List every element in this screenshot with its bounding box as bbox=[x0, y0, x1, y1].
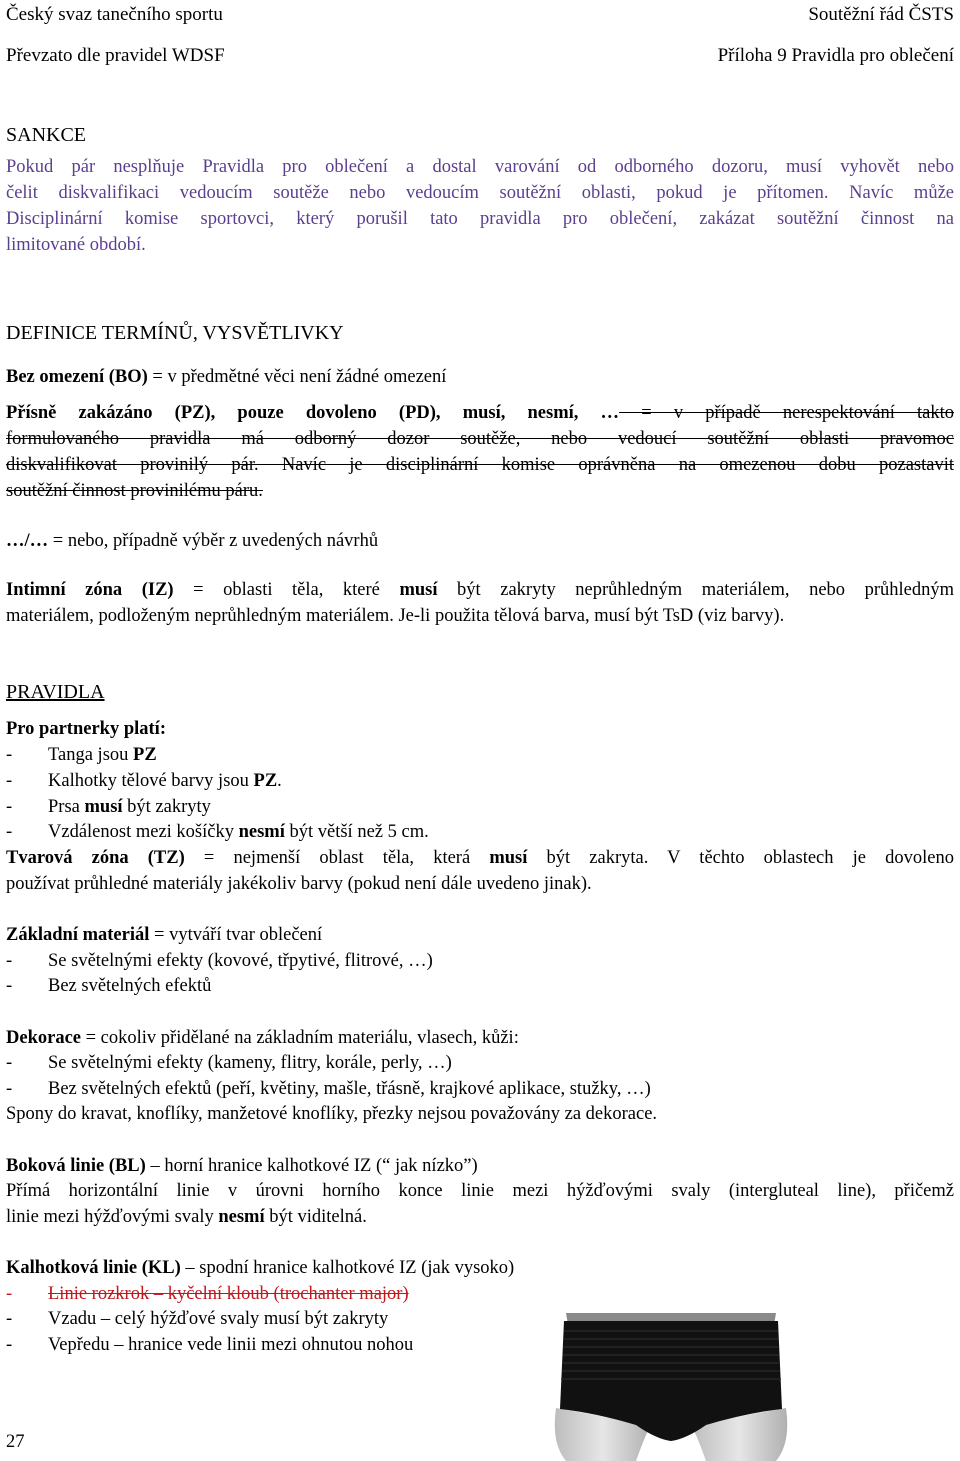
page-number: 27 bbox=[6, 1432, 25, 1452]
def-pz-line-4: soutěžní činnost provinilému páru. bbox=[6, 481, 263, 501]
list-item: - Tanga jsou PZ bbox=[6, 745, 157, 765]
zakladni-material: Základní materiál = vytváří tvar oblečení bbox=[6, 925, 323, 945]
def-pz-line-3: diskvalifikovat provinilý pár. Navíc je disciplinární komise oprávněna na omezenou dobu pozastavit bbox=[6, 455, 954, 475]
spony: Spony do kravat, knoflíky, manžetové knoflíky, přezky nejsou považovány za dekorace. bbox=[6, 1104, 658, 1124]
def-pz-line-1: Přísně zakázáno (PZ), pouze dovoleno (PD), musí, nesmí, … = v případě nerespektování takto bbox=[6, 403, 954, 423]
def-bo: Bez omezení (BO) = v předmětné věci není žádné omezení bbox=[6, 367, 447, 387]
list-item: - Vzadu – celý hýžďové svaly musí být zakryty bbox=[6, 1309, 389, 1329]
list-item: - Bez světelných efektů bbox=[6, 976, 212, 996]
list-item: - Prsa musí být zakryty bbox=[6, 797, 211, 817]
kalhotkova-linie: Kalhotková linie (KL) – spodní hranice kalhotkové IZ (jak vysoko) bbox=[6, 1258, 515, 1278]
bokova-linie-line-3: linie mezi hýžďovými svaly nesmí být viditelná. bbox=[6, 1207, 367, 1227]
sankce-title: SANKCE bbox=[6, 124, 87, 146]
pravidla-partnerky: Pro partnerky platí: bbox=[6, 719, 166, 739]
bokova-linie: Boková linie (BL) – horní hranice kalhotkové IZ (“ jak nízko”) bbox=[6, 1156, 478, 1176]
list-item: - Se světelnými efekty (kameny, flitry, korále, perly, …) bbox=[6, 1053, 452, 1073]
list-item: - Se světelnými efekty (kovové, třpytivé, flitrové, …) bbox=[6, 951, 433, 971]
header-doc: Soutěžní řád ČSTS bbox=[808, 4, 954, 25]
tz-line-1: Tvarová zóna (TZ) = nejmenší oblast těla, která musí být zakryta. V těchto oblastech je dovoleno bbox=[6, 848, 954, 868]
bokova-linie-line-2: Přímá horizontální linie v úrovni horního konce linie mezi hýžďovými svaly (intergluteal line), přičemž bbox=[6, 1181, 954, 1201]
header-appendix: Příloha 9 Pravidla pro oblečení bbox=[717, 45, 954, 66]
list-item: - Linie rozkrok – kyčelní kloub (trochanter major) bbox=[6, 1284, 409, 1304]
def-nebo: …/… = nebo, případně výběr z uvedených návrhů bbox=[6, 531, 379, 551]
header-org: Český svaz tanečního sportu bbox=[6, 4, 223, 25]
list-item: - Vepředu – hranice vede linii mezi ohnutou nohou bbox=[6, 1335, 414, 1355]
list-item: - Kalhotky tělové barvy jsou PZ. bbox=[6, 771, 282, 791]
tz-line-2: používat průhledné materiály jakékoliv barvy (pokud není dále uvedeno jinak). bbox=[6, 874, 592, 894]
definice-title: DEFINICE TERMÍNŮ, VYSVĚTLIVKY bbox=[6, 322, 344, 344]
briefs-illustration bbox=[546, 1313, 796, 1461]
def-iz-line-1: Intimní zóna (IZ) = oblasti těla, které musí být zakryty neprůhledným materiálem, nebo průhledným bbox=[6, 580, 954, 600]
pravidla-title: PRAVIDLA bbox=[6, 681, 105, 703]
def-iz-line-2: materiálem, podloženým neprůhledným materiálem. Je-li použita tělová barva, musí být TsD (viz barvy). bbox=[6, 606, 785, 626]
dekorace: Dekorace = cokoliv přidělané na základním materiálu, vlasech, kůži: bbox=[6, 1028, 519, 1048]
def-pz-line-2: formulovaného pravidla má odborný dozor soutěže, nebo vedoucí soutěžní oblasti pravomoc bbox=[6, 429, 954, 449]
list-item: - Bez světelných efektů (peří, květiny, mašle, třásně, krajkové aplikace, stužky, …) bbox=[6, 1079, 651, 1099]
header-source: Převzato dle pravidel WDSF bbox=[6, 45, 225, 66]
sankce-line-2: čelit diskvalifikaci vedoucím soutěže nebo vedoucím soutěžní oblasti, pokud je přítomen. Navíc může bbox=[6, 183, 954, 203]
sankce-line-3: Disciplinární komise sportovci, který porušil tato pravidla pro oblečení, zakázat soutěžní činnost na bbox=[6, 209, 954, 229]
list-item: - Vzdálenost mezi košíčky nesmí být větší než 5 cm. bbox=[6, 822, 429, 842]
sankce-line-1: Pokud pár nesplňuje Pravidla pro oblečení a dostal varování od odborného dozoru, musí vyhovět nebo bbox=[6, 157, 954, 177]
sankce-line-4: limitované období. bbox=[6, 235, 146, 255]
